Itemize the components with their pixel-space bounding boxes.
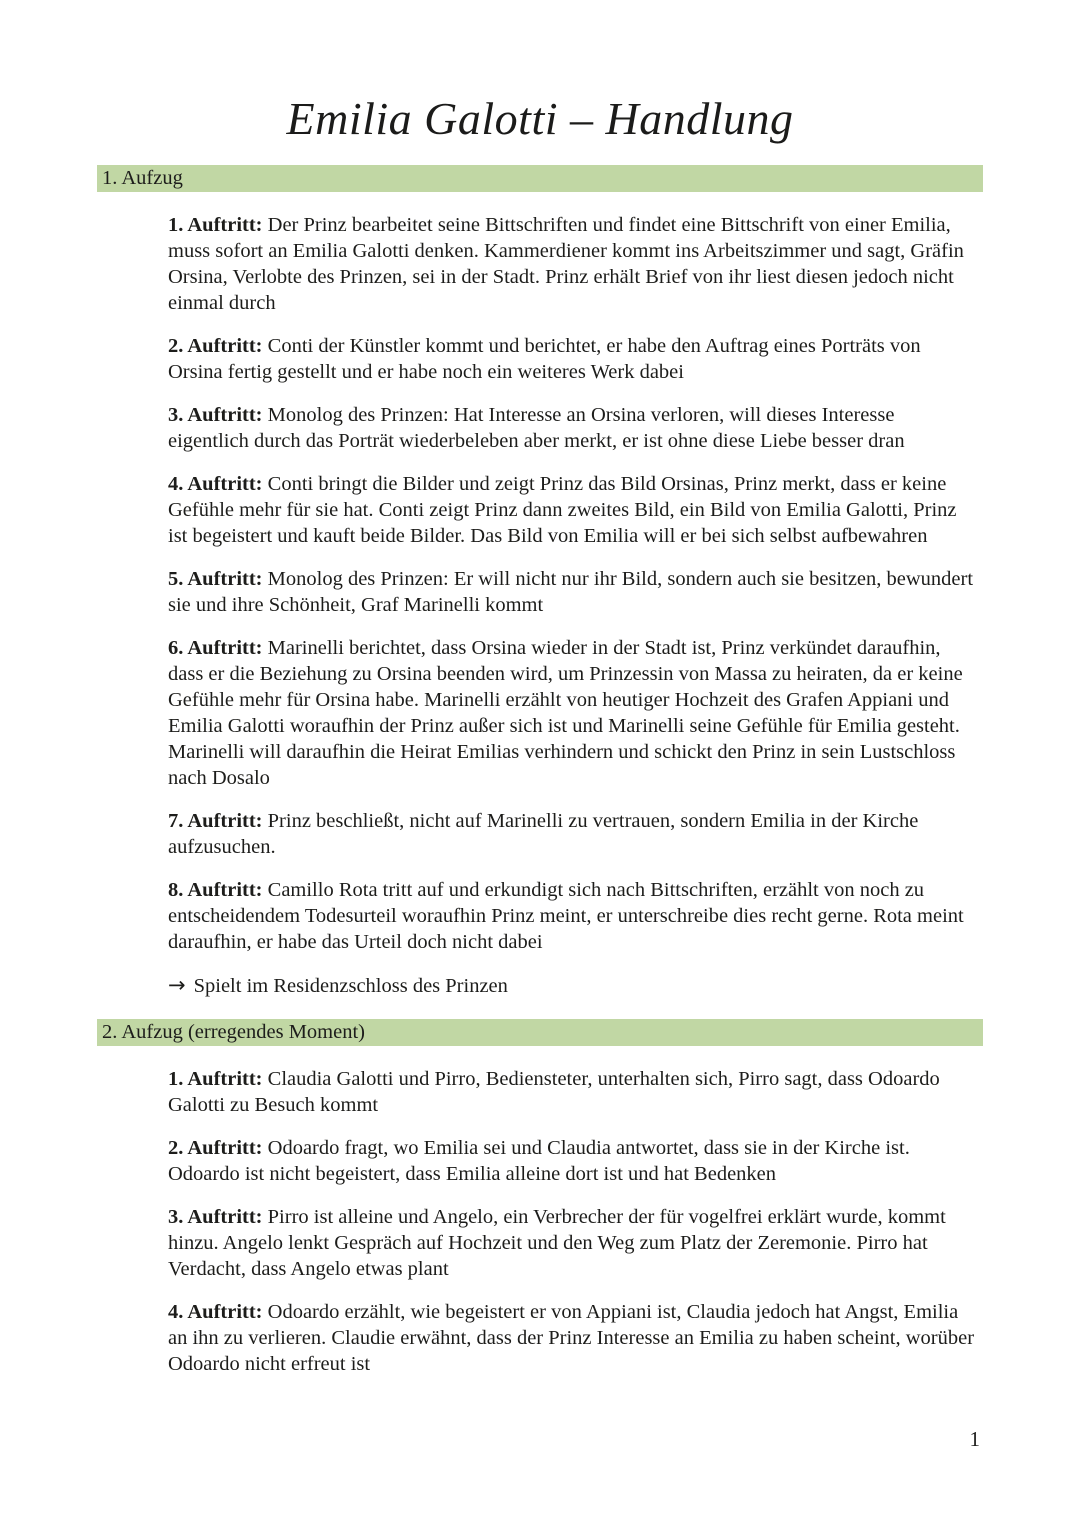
paragraph-auftritt bbox=[168, 1204, 980, 1282]
auftritt-label: 2. Auftritt: bbox=[168, 335, 263, 357]
auftritt-label: 4. Auftritt: bbox=[168, 1301, 263, 1323]
paragraph-auftritt bbox=[168, 402, 980, 454]
section-heading-aufzug-1: 1. Aufzug bbox=[97, 165, 983, 192]
section-heading-aufzug-2: 2. Aufzug (erregendes Moment) bbox=[97, 1019, 983, 1046]
auftritt-label: 2. Auftritt: bbox=[168, 1137, 263, 1159]
auftritt-label: 6. Auftritt: bbox=[168, 637, 263, 659]
paragraph-auftritt bbox=[168, 212, 980, 316]
auftritt-text: Der Prinz bearbeitet seine Bittschriften und findet eine Bittschrift von einer Emilia, muss sofort an Emilia Galotti denken. Kammerdiener kommt ins Arbeitszimmer und sagt, Gräfin Orsina, Verlobte des Prinzen, sei in der Stadt. Prinz erhält Brief von ihr liest diesen jedoch nicht einmal durch bbox=[168, 214, 964, 314]
auftritt-text: Monolog des Prinzen: Hat Interesse an Orsina verloren, will dieses Interesse eigentlich durch das Porträt wiederbeleben aber merkt, er ist ohne diese Liebe besser dran bbox=[168, 404, 905, 452]
auftritt-text: Monolog des Prinzen: Er will nicht nur ihr Bild, sondern auch sie besitzen, bewundert sie und ihre Schönheit, Graf Marinelli kommt bbox=[168, 568, 974, 616]
paragraph-auftritt bbox=[168, 1135, 980, 1187]
auftritt-text: Claudia Galotti und Pirro, Bediensteter, unterhalten sich, Pirro sagt, dass Odoardo Galotti zu Besuch kommt bbox=[168, 1068, 940, 1116]
auftritt-text: Odoardo fragt, wo Emilia sei und Claudia antwortet, dass sie in der Kirche ist. Odoardo ist nicht begeistert, dass Emilia alleine dort ist und hat Bedenken bbox=[168, 1137, 910, 1185]
paragraph-auftritt bbox=[168, 1299, 980, 1377]
section-content-aufzug-2 bbox=[168, 1066, 980, 1377]
paragraph-auftritt bbox=[168, 1066, 980, 1118]
auftritt-text: Camillo Rota tritt auf und erkundigt sich nach Bittschriften, erzählt von noch zu entscheidendem Todesurteil woraufhin Prinz meint, er unterschreibe dies recht gerne. Rota meint daraufhin, er habe das Urteil doch nicht dabei bbox=[168, 879, 964, 953]
auftritt-text: Conti der Künstler kommt und berichtet, er habe den Auftrag eines Porträts von Orsina fertig gestellt und er habe noch ein weiteres Werk dabei bbox=[168, 335, 921, 383]
auftritt-text: Conti bringt die Bilder und zeigt Prinz das Bild Orsinas, Prinz merkt, dass er keine Gefühle mehr für sie hat. Conti zeigt Prinz dann zweites Bild, ein Bild von Emilia Galotti, Prinz ist begeistert und kauft beide Bilder. Das Bild von Emilia will er bei sich selbst aufbewahren bbox=[168, 473, 957, 547]
auftritt-label: 3. Auftritt: bbox=[168, 1206, 263, 1228]
auftritt-label: 4. Auftritt: bbox=[168, 473, 263, 495]
arrow-right-icon: → bbox=[168, 973, 186, 997]
paragraph-auftritt bbox=[168, 808, 980, 860]
auftritt-text: Pirro ist alleine und Angelo, ein Verbrecher der für vogelfrei erklärt wurde, kommt hinzu. Angelo lenkt Gespräch auf Hochzeit und den Weg zum Platz der Zeremonie. Pirro hat Verdacht, dass Angelo etwas plant bbox=[168, 1206, 946, 1280]
section-content-aufzug-1 bbox=[168, 212, 980, 999]
auftritt-text: Odoardo erzählt, wie begeistert er von Appiani ist, Claudia jedoch hat Angst, Emilia an ihn zu verlieren. Claudie erwähnt, dass der Prinz Interesse an Emilia zu haben scheint, worüber Odoardo nicht erfreut ist bbox=[168, 1301, 975, 1375]
paragraph-auftritt bbox=[168, 877, 980, 955]
section-note bbox=[168, 972, 980, 999]
auftritt-label: 8. Auftritt: bbox=[168, 879, 263, 901]
auftritt-label: 1. Auftritt: bbox=[168, 1068, 263, 1090]
paragraph-auftritt bbox=[168, 471, 980, 549]
auftritt-text: Prinz beschließt, nicht auf Marinelli zu vertrauen, sondern Emilia in der Kirche aufzusuchen. bbox=[168, 810, 919, 858]
page-number: 1 bbox=[969, 1427, 980, 1451]
paragraph-auftritt bbox=[168, 566, 980, 618]
auftritt-label: 7. Auftritt: bbox=[168, 810, 263, 832]
auftritt-text: Marinelli berichtet, dass Orsina wieder in der Stadt ist, Prinz verkündet daraufhin, dass er die Beziehung zu Orsina beenden wird, um Prinzessin von Massa zu heiraten, da er keine Gefühle mehr für Orsina habe. Marinelli erzählt von heutiger Hochzeit des Grafen Appiani und Emilia Galotti woraufhin der Prinz außer sich ist und Marinelli seine Gefühle für Emilia gesteht. Marinelli will daraufhin die Heirat Emilias verhindern und schickt den Prinz in sein Lustschloss nach Dosalo bbox=[168, 637, 963, 789]
auftritt-label: 1. Auftritt: bbox=[168, 214, 263, 236]
auftritt-label: 5. Auftritt: bbox=[168, 568, 263, 590]
paragraph-auftritt bbox=[168, 635, 980, 791]
auftritt-label: 3. Auftritt: bbox=[168, 404, 263, 426]
section-note-text: Spielt im Residenzschloss des Prinzen bbox=[193, 975, 508, 997]
paragraph-auftritt bbox=[168, 333, 980, 385]
page-title: Emilia Galotti – Handlung bbox=[286, 93, 794, 144]
